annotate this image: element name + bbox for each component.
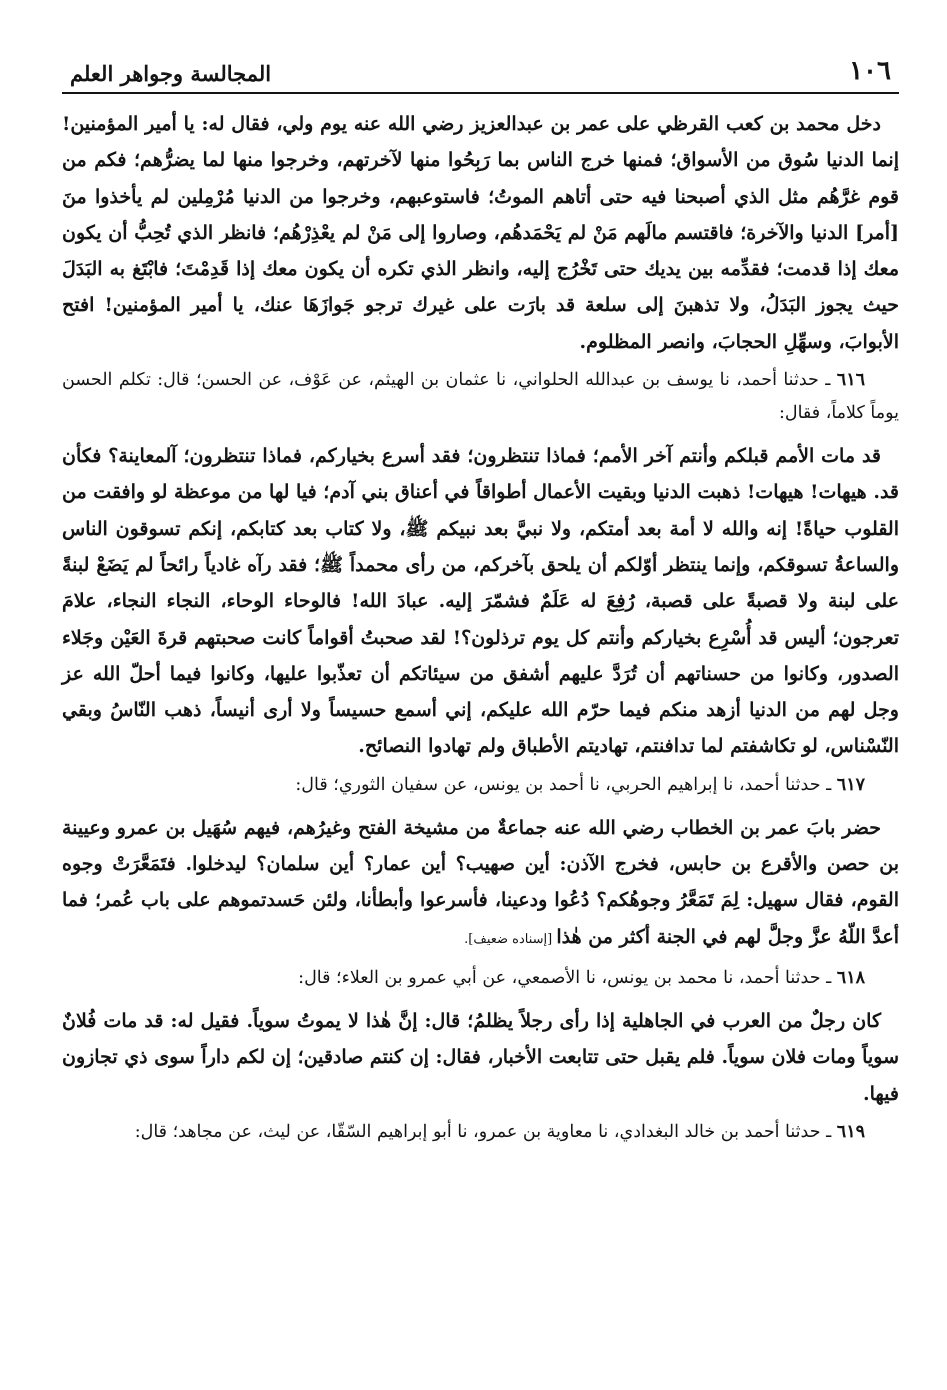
chain-text: ـ حدثنا أحمد، نا محمد بن يونس، نا الأصمعي، عن أبي عمرو بن العلاء؛ قال: [298, 967, 837, 988]
narration-body: قد مات الأمم قبلكم وأنتم آخر الأمم؛ فماذا تنتظرون؛ فقد أسرع بخياركم، فماذا تنتظرون؛ آلمعاينة؟ فكأن قد. هيهات! هيهات! ذهبت الدنيا وبقيت الأعمال أطواقاً في أعناق بني آدم؛ فيا لها من موعظة لو وافقت من القلوب حياةً! إنه والله لا أمة بعد أمتكم، ولا نبيَّ بعد نبيكم ﷺ، ولا كتاب بعد كتابكم، إنكم تسوقون الناس والساعةُ تسوقكم، وإنما ينتظر أوّلكم أن يلحق بآخركم، من رأى محمداً ﷺ؛ فقد رآه غادياً رائحاً لم يَضَعْ لبنةً على لبنة ولا قصبةً على قصبة، رُفِعَ له عَلَمٌ فشمّرَ إليه. عبادَ الله! فالوحاء الوحاء، النجاء النجاء، علامَ تعرجون؛ أليس قد أُسْرِع بخياركم وأنتم كل يوم ترذلون؟! لقد صحبتُ أقواماً كانت صحبتهم قرةَ العَيْن وجَلاء الصدور، وكانوا من حسناتهم أن تُرَدَّ عليهم أشفق من سيئاتكم أن تعذّبوا عليها، وكانوا فيما أحلّ الله عز وجل لهم من الدنيا أزهد منكم فيما حرّم الله عليكم، إني أسمع حسيساً ولا أرى أنيساً، ذهب النّاسُ وبقي النّسْناس، لو تكاشفتم لما تدافنتم، تهاديتم الأطباق ولم تهادوا النصائح. [62, 445, 899, 758]
page-content [62, 106, 899, 1149]
hadith-chain [62, 962, 899, 995]
hadith-number: ٦١٩ [836, 1121, 865, 1142]
chain-text: ـ حدثنا أحمد، نا يوسف بن عبدالله الحلواني، نا عثمان بن الهيثم، عن عَوْف، عن الحسن؛ قال: تكلم الحسن يوماً كلاماً، فقال: [62, 370, 899, 424]
narration-text [62, 1003, 899, 1112]
narration-text [62, 438, 899, 765]
hadith-number: ٦١٦ [836, 370, 865, 391]
narration-text [62, 106, 899, 360]
hadith-chain [62, 769, 899, 802]
narration-text [62, 810, 899, 958]
book-title: المجالسة وجواهر العلم [70, 61, 272, 86]
narration-body: حضر بابَ عمر بن الخطاب رضي الله عنه جماعةٌ من مشيخة الفتح وغيرُهم، فيهم سُهَيل بن عمرو وعيينة بن حصن والأقرع بن حابس، فخرج الآذن: أين صهيب؟ أين عمار؟ أين سلمان؟ ليدخلوا. فتَمَعَّرَتْ وجوه القوم، فقال سهيل: لِمَ تَمَعَّرُ وجوهُكم؟ دُعُوا ودعينا، فأسرعوا وأبطأنا، ولئن حَسدتموهم على باب عُمر؛ فما أعدَّ اللّهُ عزَّ وجلَّ لهم في الجنة أكثر من هٰذا [62, 816, 899, 948]
page-header [62, 50, 899, 94]
narration-body: كان رجلٌ من العرب في الجاهلية إذا رأى رجلاً يظلمُ؛ قال: إنَّ هٰذا لا يموتُ سوياً. فقيل له: قد مات فُلانٌ سوياً ومات فلان سوياً. فلم يقبل حتى تتابعت الأخبار، فقال: إن كنتم صادقين؛ إن لكم داراً سوى ذي تجازون فيها. [61, 1009, 899, 1105]
hadith-chain [62, 1116, 899, 1149]
isnad-grade-note: [إسناده ضعيف]. [464, 931, 557, 947]
hadith-number: ٦١٨ [836, 967, 865, 988]
hadith-chain [62, 364, 899, 430]
chain-text: ـ حدثنا أحمد، نا إبراهيم الحربي، نا أحمد بن يونس، عن سفيان الثوري؛ قال: [295, 774, 837, 795]
narration-body: دخل محمد بن كعب القرظي على عمر بن عبدالعزيز رضي الله عنه يوم ولي، فقال له: يا أمير المؤمنين! إنما الدنيا سُوق من الأسواق؛ فمنها خرج الناس بما رَبِحُوا منها لآخرتهم، وخرجوا منها لما يضرُّهم؛ فكم من قوم غرَّهُم مثل الذي أصبحنا فيه حتى أتاهم الموتُ؛ فاستوعبهم، وخرجوا من الدنيا مُرْمِلين لم يأخذوا منَ [أمر] الدنيا والآخرة؛ فاقتسم مالَهم مَنْ لم يَحْمَدهُم، وصاروا إلى مَنْ لم يعْذِرْهُم؛ فانظر الذي تُحِبُّ أن يكون معك إذا قدمت؛ فقدِّمه بين يديك حتى تَخْرُج إليه، وانظر الذي تكره أن يكون معك إذا قَدِمْتَ؛ فابْتَغ به البَدَلَ حيث يجوز البَدَلُ، ولا تذهبنَ إلى سلعة قد بارَت على غيرك ترجو جَوازَهَا عنك، يا أمير المؤمنين! افتح الأبوابَ، وسهِّلِ الحجابَ، وانصر المظلوم. [62, 113, 899, 353]
chain-text: ـ حدثنا أحمد بن خالد البغدادي، نا معاوية بن عمرو، نا أبو إبراهيم السّقّا، عن ليث، عن مجاهد؛ قال: [134, 1121, 837, 1142]
page-number: ١٠٦ [849, 56, 891, 86]
hadith-number: ٦١٧ [836, 774, 865, 795]
